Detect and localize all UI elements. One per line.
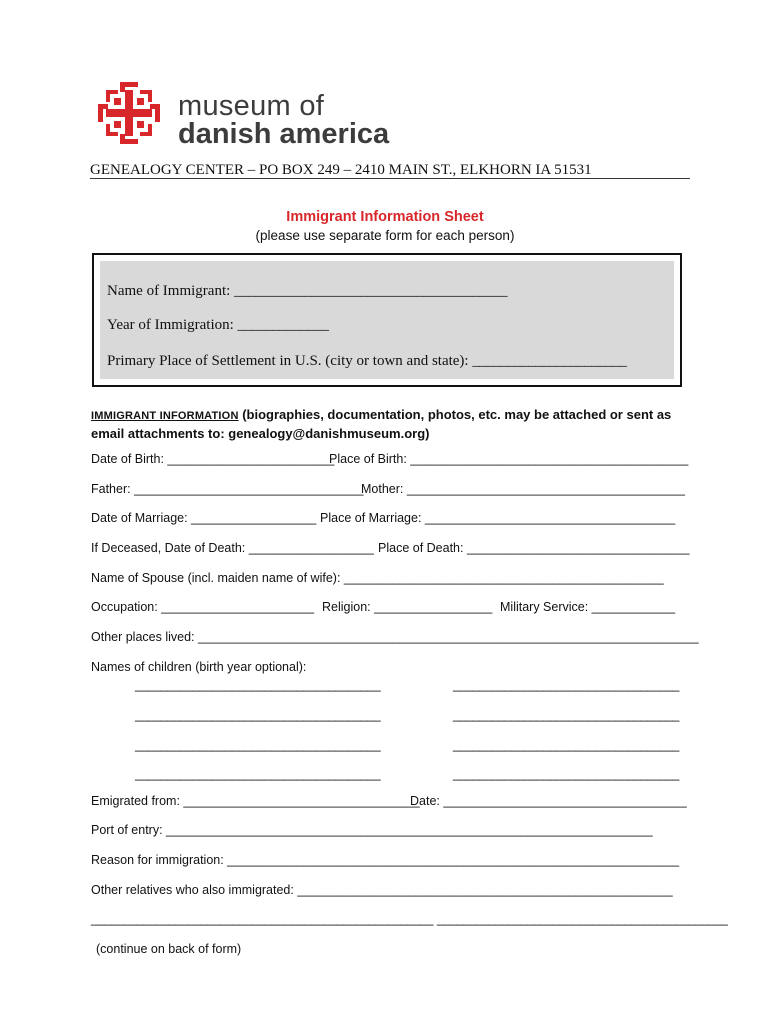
child-blank-right-2[interactable]: ___________________________________ [453, 708, 679, 722]
form-title: Immigrant Information Sheet [286, 209, 484, 225]
section-heading-note: (biographies, documentation, photos, etc. may be attached or sent as email attachments to: genealogy@danishmuseum.org) [91, 407, 672, 441]
other-places-field[interactable]: Other places lived: ________________________________________________________________________ [91, 630, 699, 644]
section-heading [91, 406, 691, 442]
child-blank-right-3[interactable]: ___________________________________ [453, 738, 679, 752]
child-blank-left-1[interactable]: ______________________________________ [135, 678, 381, 692]
spouse-field[interactable]: Name of Spouse (incl. maiden name of wife): ______________________________________________ [91, 571, 664, 585]
occupation-field[interactable]: Occupation: ______________________ [91, 600, 315, 614]
continue-note: (continue on back of form) [96, 942, 242, 956]
name-of-immigrant-field[interactable] [107, 283, 507, 300]
reason-for-immigration-field[interactable]: Reason for immigration: _________________________________________________________________ [91, 853, 680, 867]
place-of-birth-field[interactable]: Place of Birth: ________________________________________ [329, 452, 689, 466]
child-blank-right-1[interactable]: ___________________________________ [453, 678, 679, 692]
museum-logo-icon [96, 80, 162, 146]
date-of-birth-field[interactable]: Date of Birth: ________________________ [91, 452, 335, 466]
address-line: GENEALOGY CENTER – PO BOX 249 – 2410 MAIN ST., ELKHORN IA 51531 [90, 162, 592, 178]
extra-blank-right[interactable]: _____________________________________________ [437, 912, 728, 926]
settlement-label: Primary Place of Settlement in U.S. (city or town and state): [107, 353, 469, 369]
child-blank-left-4[interactable]: ______________________________________ [135, 767, 381, 781]
emigrated-from-field[interactable]: Emigrated from: __________________________________ [91, 794, 420, 808]
year-of-immigration-field[interactable] [107, 317, 329, 334]
summary-box-shading [100, 261, 674, 379]
year-of-immigration-label: Year of Immigration: [107, 317, 234, 333]
name-of-immigrant-label: Name of Immigrant: [107, 283, 231, 299]
settlement-field[interactable] [107, 353, 626, 370]
child-blank-left-2[interactable]: ______________________________________ [135, 708, 381, 722]
child-blank-right-4[interactable]: ___________________________________ [453, 767, 679, 781]
logo-text-danish-america: danish america [178, 118, 390, 150]
address-divider [90, 178, 690, 179]
children-label: Names of children (birth year optional): [91, 660, 307, 674]
extra-blank-left[interactable]: _____________________________________________________ [91, 912, 433, 926]
emigration-date-field[interactable]: Date: ___________________________________ [410, 794, 687, 808]
child-blank-left-3[interactable]: ______________________________________ [135, 738, 381, 752]
date-of-marriage-field[interactable]: Date of Marriage: __________________ [91, 511, 317, 525]
place-of-death-field[interactable]: Place of Death: ________________________________ [378, 541, 690, 555]
date-of-death-field[interactable]: If Deceased, Date of Death: __________________ [91, 541, 374, 555]
year-of-immigration-blank[interactable]: _____________ [237, 317, 329, 333]
settlement-blank[interactable]: ______________________ [472, 353, 627, 369]
mother-field[interactable]: Mother: ________________________________________ [361, 482, 685, 496]
father-field[interactable]: Father: _________________________________ [91, 482, 364, 496]
religion-field[interactable]: Religion: _________________ [322, 600, 493, 614]
immigrant-summary-box [92, 253, 682, 387]
military-service-field[interactable]: Military Service: ____________ [500, 600, 676, 614]
logo-text-museum-of: museum of [178, 90, 325, 122]
form-subtitle: (please use separate form for each person) [255, 228, 515, 243]
place-of-marriage-field[interactable]: Place of Marriage: ____________________________________ [320, 511, 676, 525]
port-of-entry-field[interactable]: Port of entry: ______________________________________________________________________ [91, 823, 653, 837]
other-relatives-field[interactable]: Other relatives who also immigrated: ______________________________________________________ [91, 883, 673, 897]
name-of-immigrant-blank[interactable]: _______________________________________ [234, 283, 508, 299]
section-heading-title: IMMIGRANT INFORMATION [91, 410, 239, 422]
